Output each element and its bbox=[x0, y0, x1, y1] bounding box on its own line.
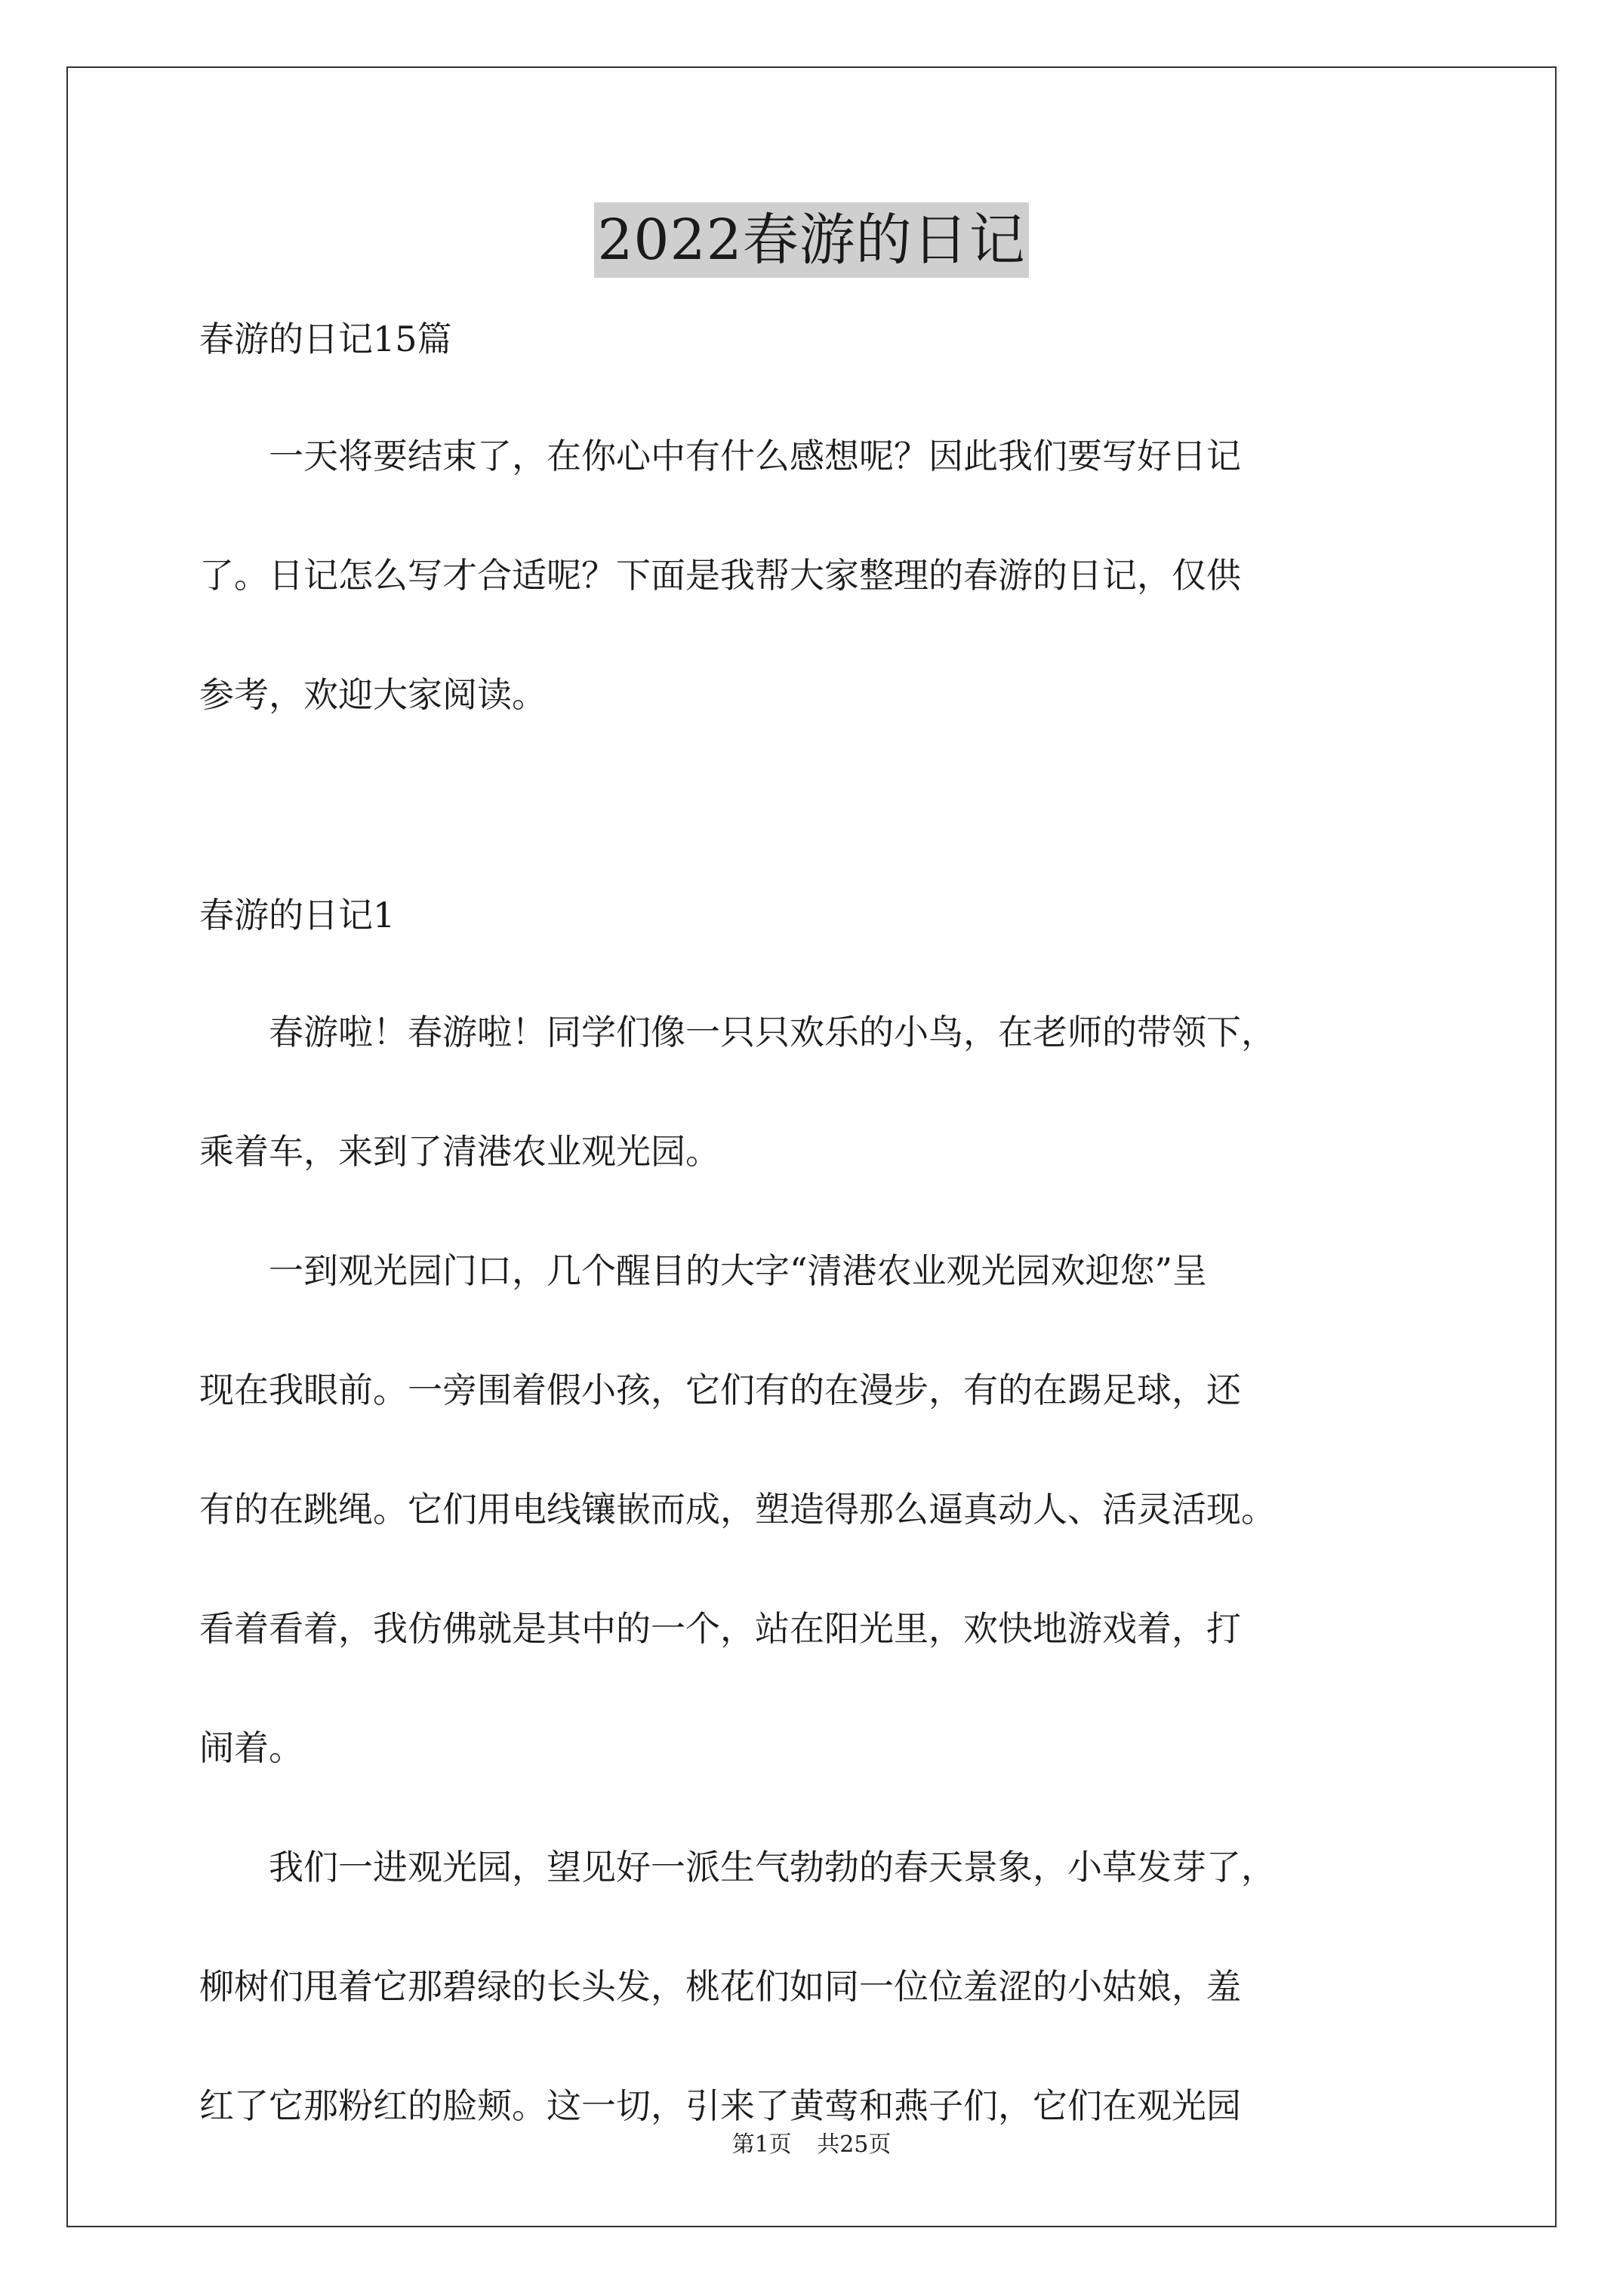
text-line: 春游啦！春游啦！同学们像一只只欢乐的小鸟，在老师的带领下， bbox=[199, 1012, 1276, 1052]
text-line: 柳树们甩着它那碧绿的长头发，桃花们如同一位位羞涩的小姑娘，羞 bbox=[199, 1966, 1241, 2007]
page-footer bbox=[0, 2130, 1623, 2160]
document-subtitle: 春游的日记15篇 bbox=[199, 319, 452, 359]
text-line: 了。日记怎么写才合适呢？下面是我帮大家整理的春游的日记，仅供 bbox=[199, 555, 1241, 596]
document-title: 2022春游的日记 bbox=[594, 202, 1028, 278]
text-line: 看着看着，我仿佛就是其中的一个，站在阳光里，欢快地游戏着，打 bbox=[199, 1608, 1241, 1649]
page-number: 第1页 bbox=[731, 2131, 792, 2158]
text-line: 一天将要结束了，在你心中有什么感想呢？因此我们要写好日记 bbox=[199, 436, 1241, 476]
title-container bbox=[0, 202, 1623, 278]
section-heading: 春游的日记1 bbox=[199, 895, 396, 935]
text-line: 一到观光园门口，几个醒目的大字“清港农业观光园欢迎您”呈 bbox=[199, 1250, 1208, 1291]
text-line: 乘着车，来到了清港农业观光园。 bbox=[199, 1131, 720, 1172]
page-total: 共25页 bbox=[817, 2131, 892, 2158]
text-line: 现在我眼前。一旁围着假小孩，它们有的在漫步，有的在踢足球，还 bbox=[199, 1370, 1241, 1410]
text-line: 红了它那粉红的脸颊。这一切，引来了黄莺和燕子们，它们在观光园 bbox=[199, 2085, 1241, 2126]
text-line: 有的在跳绳。它们用电线镶嵌而成，塑造得那么逼真动人、活灵活现。 bbox=[199, 1489, 1276, 1530]
text-line: 闹着。 bbox=[199, 1727, 303, 1768]
text-line: 我们一进观光园，望见好一派生气勃勃的春天景象，小草发芽了， bbox=[199, 1847, 1276, 1888]
text-line: 参考，欢迎大家阅读。 bbox=[199, 674, 547, 715]
